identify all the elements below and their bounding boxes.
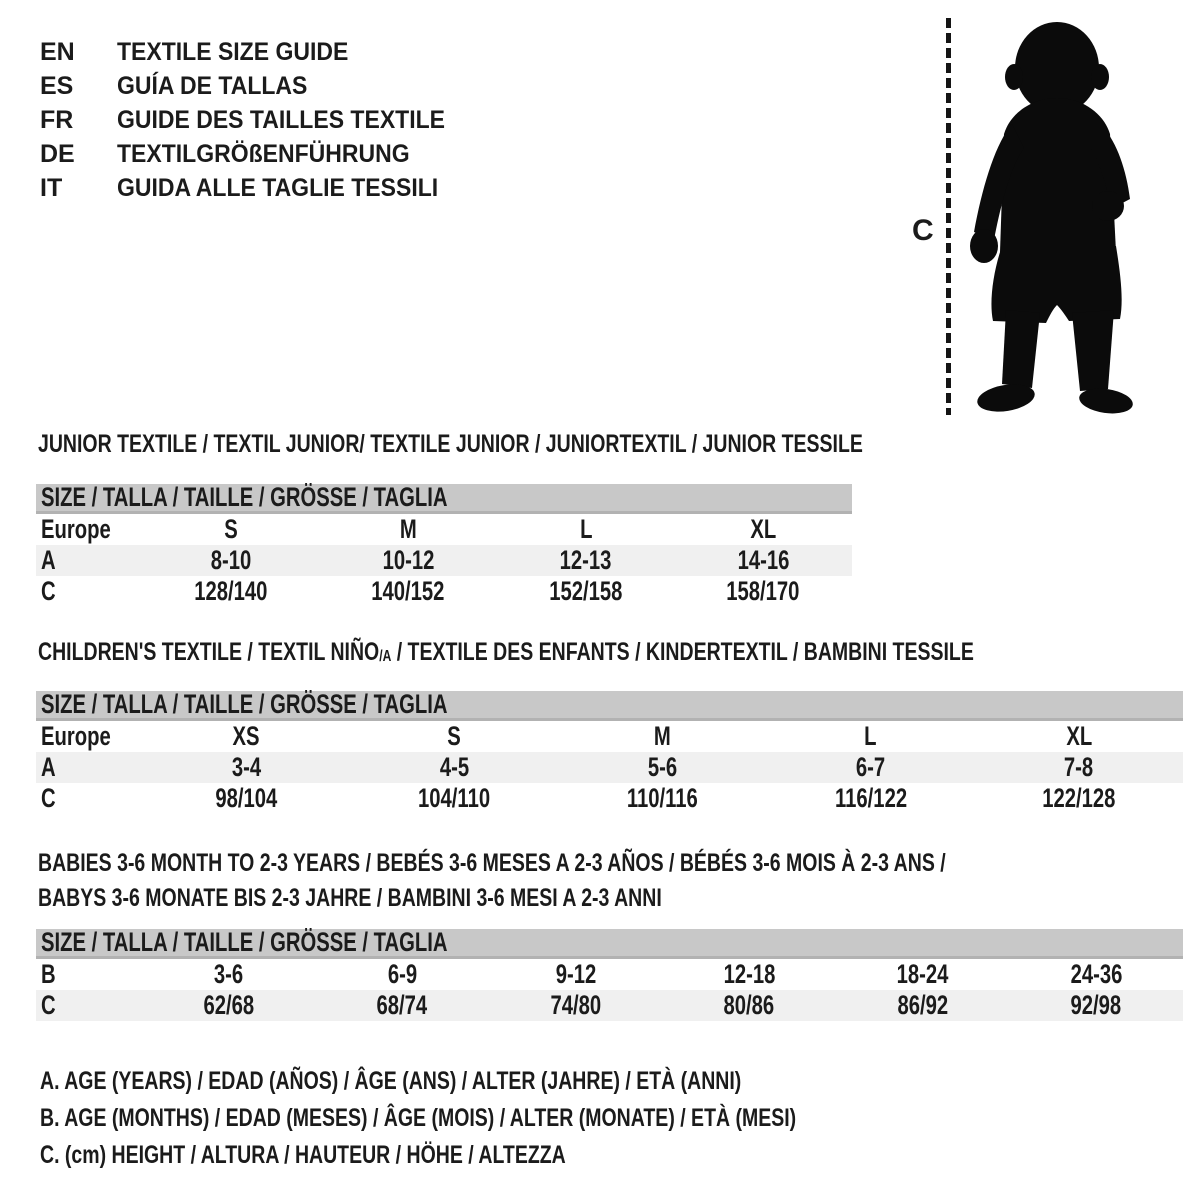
table-row-height xyxy=(36,576,852,607)
size-header-text: SIZE / TALLA / TAILLE / GRÖSSE / TAGLIA xyxy=(41,927,448,957)
babies-size-table xyxy=(36,929,1183,1021)
nino-a-subscript: /A xyxy=(379,648,392,666)
table-row-age-months xyxy=(36,959,1183,990)
size-cell: 92/98 xyxy=(1070,990,1122,1020)
language-title: GUIDE DES TAILLES TEXTILE xyxy=(117,105,445,134)
toddler-silhouette-figure xyxy=(966,20,1138,416)
junior-section-title: JUNIOR TEXTILE / TEXTIL JUNIOR/ TEXTILE JUNIOR / JUNIORTEXTIL / JUNIOR TESSILE xyxy=(38,430,863,458)
size-cell: 140/152 xyxy=(371,576,445,606)
size-cell: 24-36 xyxy=(1070,959,1123,989)
legend-line-b: B. AGE (MONTHS) / EDAD (MESES) / ÂGE (MOIS) / ALTER (MONATE) / ETÀ (MESI) xyxy=(40,1104,797,1132)
size-cell: XS xyxy=(232,721,260,751)
children-section-title: CHILDREN'S TEXTILE / TEXTIL NIÑO/A / TEXTILE DES ENFANTS / KINDERTEXTIL / BAMBINI TESSILE xyxy=(38,638,974,666)
language-row-it xyxy=(40,171,474,205)
language-title: GUÍA DE TALLAS xyxy=(117,71,308,100)
size-cell: 9-12 xyxy=(555,959,597,989)
size-cell: 152/158 xyxy=(549,576,623,606)
language-title: GUIDA ALLE TAGLIE TESSILI xyxy=(117,173,439,202)
size-cell: 110/116 xyxy=(627,783,698,813)
legend-line-a: A. AGE (YEARS) / EDAD (AÑOS) / ÂGE (ANS) / ALTER (JAHRE) / ETÀ (ANNI) xyxy=(40,1067,742,1095)
row-label: Europe xyxy=(41,514,111,544)
size-header-bar xyxy=(36,484,852,514)
size-cell: 12-13 xyxy=(559,545,612,575)
language-list xyxy=(40,35,474,205)
language-row-de xyxy=(40,137,474,171)
size-cell: 68/74 xyxy=(376,990,428,1020)
table-row-age xyxy=(36,545,852,576)
table-row-age xyxy=(36,752,1183,783)
size-cell: 7-8 xyxy=(1064,752,1094,782)
size-cell: 128/140 xyxy=(194,576,268,606)
language-title: TEXTILE SIZE GUIDE xyxy=(117,37,349,66)
children-size-table xyxy=(36,691,1183,814)
row-label: C xyxy=(41,576,56,606)
language-code: IT xyxy=(40,173,63,202)
height-measure-label: C xyxy=(912,214,934,247)
junior-size-table xyxy=(36,484,852,607)
size-cell: 12-18 xyxy=(723,959,776,989)
row-label: A xyxy=(41,545,56,575)
language-code: ES xyxy=(40,71,74,100)
language-row-fr xyxy=(40,103,474,137)
row-label: A xyxy=(41,752,56,782)
size-cell: 98/104 xyxy=(215,783,278,813)
size-cell: L xyxy=(579,514,592,544)
size-cell: S xyxy=(223,514,238,544)
size-cell: 62/68 xyxy=(203,990,255,1020)
size-header-text: SIZE / TALLA / TAILLE / GRÖSSE / TAGLIA xyxy=(41,689,448,719)
language-code: DE xyxy=(40,139,75,168)
size-cell: 3-6 xyxy=(214,959,244,989)
table-row-europe xyxy=(36,514,852,545)
size-header-bar xyxy=(36,929,1183,959)
language-title: TEXTILGRÖßENFÜHRUNG xyxy=(117,139,410,168)
size-cell: M xyxy=(399,514,417,544)
size-cell: 8-10 xyxy=(210,545,252,575)
size-cell: 6-7 xyxy=(856,752,886,782)
size-cell: 14-16 xyxy=(737,545,790,575)
size-cell: 122/128 xyxy=(1042,783,1116,813)
size-cell: 3-4 xyxy=(231,752,261,782)
legend-line-c: C. (cm) HEIGHT / ALTURA / HAUTEUR / HÖHE / ALTEZZA xyxy=(40,1141,566,1169)
language-code: FR xyxy=(40,105,74,134)
size-header-bar xyxy=(36,691,1183,721)
height-measure-dashed-line xyxy=(946,18,951,415)
size-cell: 6-9 xyxy=(387,959,417,989)
language-code: EN xyxy=(40,37,75,66)
size-cell: 104/110 xyxy=(418,783,491,813)
language-row-es xyxy=(40,69,474,103)
size-cell: 18-24 xyxy=(896,959,949,989)
row-label: B xyxy=(41,959,56,989)
language-row-en xyxy=(40,35,474,69)
size-cell: 80/86 xyxy=(723,990,775,1020)
size-cell: XL xyxy=(1065,721,1092,751)
size-cell: XL xyxy=(750,514,777,544)
size-cell: 10-12 xyxy=(382,545,435,575)
table-row-height xyxy=(36,783,1183,814)
size-cell: M xyxy=(654,721,671,751)
babies-section-title: BABIES 3-6 MONTH TO 2-3 YEARS / BEBÉS 3-6 MESES A 2-3 AÑOS / BÉBÉS 3-6 MOIS À 2-3 ANS / BABYS 3-6 MONATE BIS 2-3 JAHRE / BAMBINI 3-6 MESI A 2-3 ANNI xyxy=(38,849,946,912)
row-label: C xyxy=(41,783,56,813)
row-label: Europe xyxy=(41,721,111,751)
size-cell: 158/170 xyxy=(726,576,800,606)
size-cell: 86/92 xyxy=(897,990,949,1020)
table-row-height xyxy=(36,990,1183,1021)
size-cell: 4-5 xyxy=(439,752,469,782)
size-cell: L xyxy=(864,721,877,751)
size-cell: 5-6 xyxy=(647,752,678,782)
size-cell: 74/80 xyxy=(550,990,602,1020)
size-header-text: SIZE / TALLA / TAILLE / GRÖSSE / TAGLIA xyxy=(41,482,448,512)
table-row-europe xyxy=(36,721,1183,752)
measure-legend xyxy=(40,1063,1009,1174)
size-cell: 116/122 xyxy=(834,783,907,813)
size-cell: S xyxy=(447,721,462,751)
row-label: C xyxy=(41,990,56,1020)
